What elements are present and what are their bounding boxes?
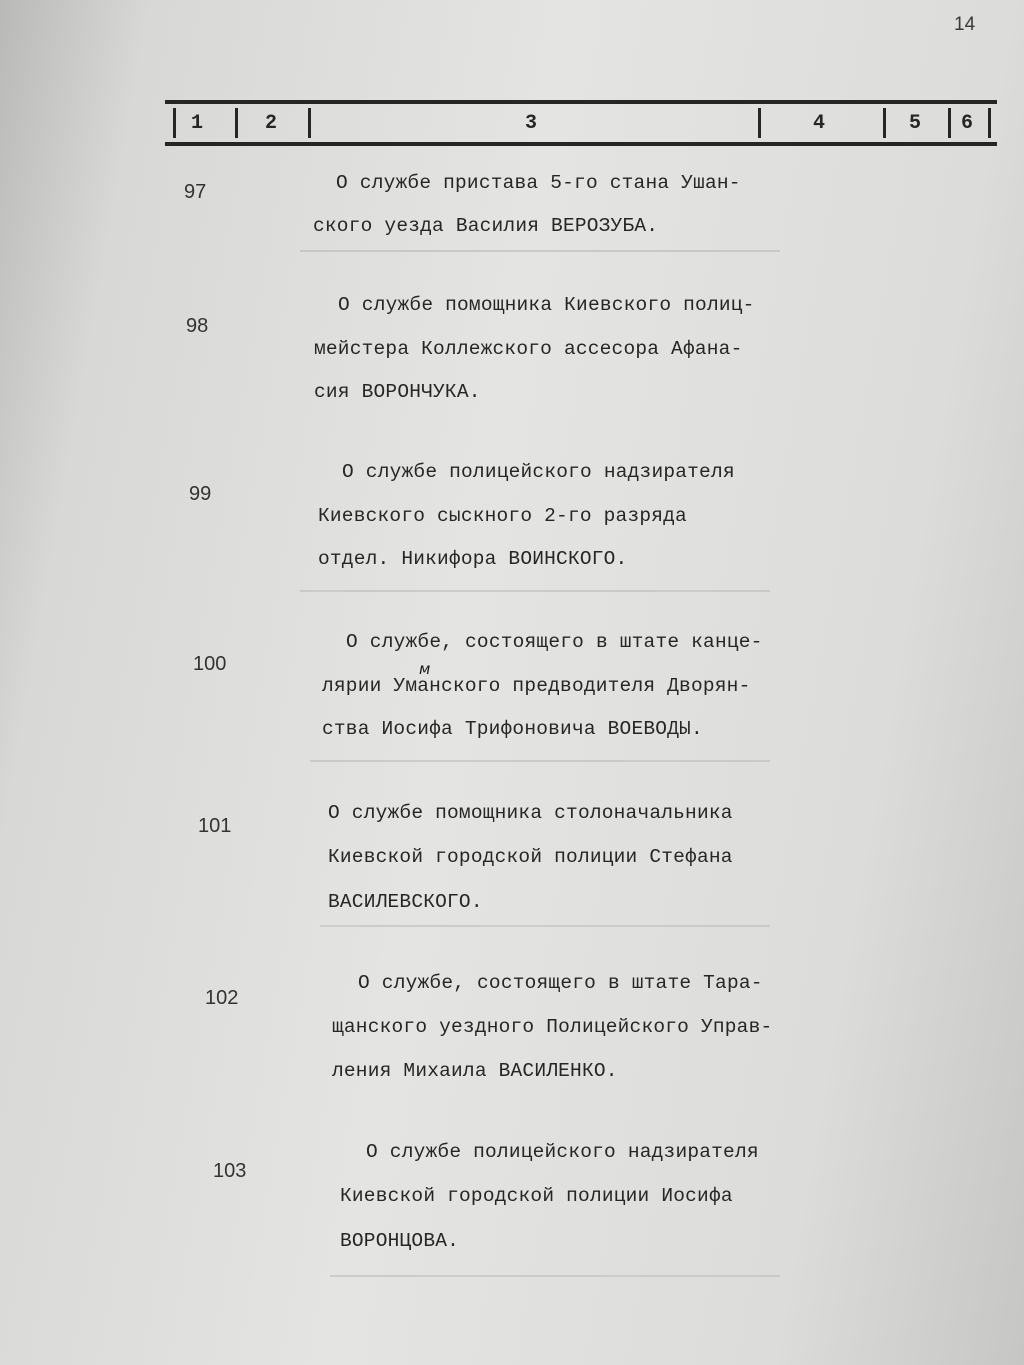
column-header-bar — [165, 100, 997, 146]
column-header-3: 3 — [525, 112, 538, 135]
entry-text-line: ского уезда Василия ВЕРОЗУБА. — [313, 215, 659, 237]
column-header-6: 6 — [961, 112, 974, 135]
entry-text-line: Киевской городской полиции Иосифа — [340, 1185, 733, 1207]
entry-text-line: мейстера Коллежского ассесора Афана- — [314, 338, 743, 360]
handwritten-correction: м — [419, 660, 431, 678]
entry-text-line: Киевского сыскного 2-го разряда — [318, 505, 687, 527]
bleed-through-decoration — [300, 590, 770, 592]
entry-number: 98 — [186, 315, 209, 337]
entry-text-line: Киевской городской полиции Стефана — [328, 846, 733, 868]
column-divider — [235, 108, 238, 138]
entry-text-line: О службе полицейского надзирателя — [342, 461, 735, 483]
entry-text-line: ВАСИЛЕВСКОГО. — [328, 891, 483, 913]
entry-text-line: ления Михаила ВАСИЛЕНКО. — [332, 1060, 618, 1082]
column-header-4: 4 — [813, 112, 826, 135]
column-header-1: 1 — [191, 112, 204, 135]
entry-text-line: ства Иосифа Трифоновича ВОЕВОДЫ. — [322, 718, 703, 740]
bleed-through-decoration — [310, 760, 770, 762]
entry-number: 99 — [189, 483, 212, 505]
column-divider — [948, 108, 951, 138]
entry-text-line: отдел. Никифора ВОИНСКОГО. — [318, 548, 628, 570]
entry-number: 100 — [193, 653, 227, 675]
entry-number: 102 — [205, 987, 239, 1009]
entry-number: 103 — [213, 1160, 247, 1182]
column-divider — [883, 108, 886, 138]
entry-number: 97 — [184, 181, 207, 203]
column-divider — [988, 108, 991, 138]
column-header-5: 5 — [909, 112, 922, 135]
entry-text-line: лярии Уманского предводителя Дворян- — [322, 675, 751, 697]
entry-text-line: О службе помощника Киевского полиц- — [338, 294, 755, 316]
entry-text-line: О службе, состоящего в штате канце- — [346, 631, 763, 653]
entry-text-line: сия ВОРОНЧУКА. — [314, 381, 481, 403]
entry-text-line: О службе, состоящего в штате Тара- — [358, 972, 763, 994]
bleed-through-decoration — [320, 925, 770, 927]
column-header-2: 2 — [265, 112, 278, 135]
column-divider — [758, 108, 761, 138]
bleed-through-decoration — [330, 1275, 780, 1277]
entry-text-line: ВОРОНЦОВА. — [340, 1230, 460, 1252]
column-divider — [173, 108, 176, 138]
page-number: 14 — [954, 14, 976, 35]
entry-text-line: О службе помощника столоначальника — [328, 802, 733, 824]
entry-number: 101 — [198, 815, 232, 837]
entry-text-line: щанского уездного Полицейского Управ- — [332, 1016, 773, 1038]
entry-text-line: О службе пристава 5-го стана Ушан- — [336, 172, 741, 194]
column-divider — [308, 108, 311, 138]
entry-text-line: О службе полицейского надзирателя — [366, 1141, 759, 1163]
bleed-through-decoration — [300, 250, 780, 252]
